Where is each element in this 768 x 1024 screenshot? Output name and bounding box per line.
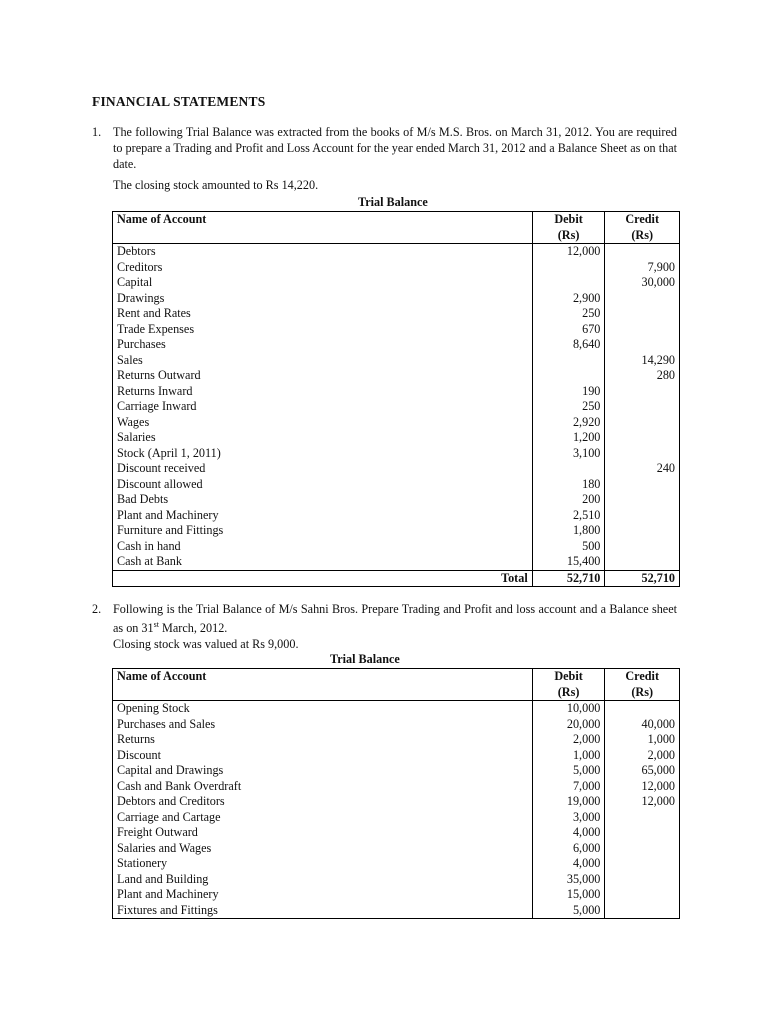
row-name: Opening Stock [117, 701, 190, 715]
row-name: Discount received [117, 461, 206, 475]
row-name: Salaries and Wages [117, 840, 212, 855]
page-heading: FINANCIAL STATEMENTS [92, 94, 266, 109]
row-credit [609, 841, 675, 857]
question-1-closing-stock: The closing stock amounted to Rs 14,220. [113, 178, 319, 192]
row-name: Creditors [117, 259, 163, 274]
debit-values-column [532, 244, 605, 571]
row-debit: 250 [582, 399, 601, 413]
row-debit: 250 [582, 306, 601, 320]
row-debit: 6,000 [572, 840, 601, 855]
account-names-column [113, 701, 533, 919]
row-credit [609, 887, 675, 903]
row-debit: 1,800 [572, 523, 601, 537]
row-name: Stationery [117, 856, 168, 870]
row-credit [609, 523, 675, 539]
row-credit: 30,000 [641, 275, 675, 289]
row-name: Trade Expenses [117, 321, 195, 336]
row-debit: 500 [582, 538, 601, 553]
row-name: Cash at Bank [117, 554, 182, 568]
row-credit [609, 810, 675, 826]
row-credit [609, 492, 675, 508]
trial-balance-table-1 [112, 211, 680, 587]
row-debit: 3,000 [572, 809, 601, 824]
row-debit [537, 353, 601, 369]
row-credit: 12,000 [641, 794, 675, 808]
column-header-debit: Debit (Rs) [532, 669, 605, 701]
row-debit: 4,000 [572, 825, 601, 839]
row-debit: 12,000 [566, 244, 601, 258]
row-name: Cash and Bank Overdraft [117, 778, 242, 793]
column-header-name: Name of Account [113, 669, 533, 701]
row-debit: 5,000 [572, 902, 601, 917]
row-name: Capital [117, 275, 153, 289]
row-name: Capital and Drawings [117, 763, 224, 777]
table-header-row [113, 669, 680, 701]
row-debit: 670 [582, 321, 601, 336]
row-name: Carriage Inward [117, 399, 197, 413]
row-name: Returns Inward [117, 383, 193, 398]
row-name: Cash in hand [117, 538, 181, 553]
row-debit: 20,000 [566, 716, 601, 731]
row-name: Sales [117, 352, 143, 367]
row-name: Purchases and Sales [117, 716, 216, 731]
credit-values-column [605, 701, 680, 919]
row-debit: 1,200 [572, 430, 601, 444]
row-credit [609, 430, 675, 446]
row-debit: 1,000 [572, 747, 601, 762]
row-name: Debtors [117, 244, 156, 258]
row-name: Plant and Machinery [117, 507, 219, 522]
row-credit [609, 306, 675, 322]
row-credit [609, 399, 675, 415]
row-credit [609, 508, 675, 524]
total-row [113, 570, 680, 587]
row-credit [609, 244, 675, 260]
row-debit: 15,400 [566, 554, 601, 568]
row-debit: 4,000 [572, 856, 601, 870]
row-name: Discount allowed [117, 476, 203, 491]
debit-values-column [532, 701, 605, 919]
row-debit: 15,000 [566, 887, 601, 901]
question-1-text: The following Trial Balance was extracted from the books of M/s M.S. Bros. on March 31, 2012. You are required to prepare a Trading and Profit and Loss Account for the year ended March 31, 2012 and a Balance Sheet as on that date. [113, 125, 677, 171]
row-debit [537, 275, 601, 291]
row-name: Discount [117, 747, 162, 762]
row-name: Purchases [117, 337, 166, 351]
total-credit: 52,710 [605, 570, 680, 587]
row-name: Wages [117, 414, 150, 429]
table-header-row [113, 212, 680, 244]
row-credit [609, 337, 675, 353]
row-credit: 1,000 [647, 732, 675, 746]
row-debit: 190 [582, 383, 601, 398]
row-name: Carriage and Cartage [117, 809, 221, 824]
row-credit [609, 291, 675, 307]
column-header-debit: Debit (Rs) [532, 212, 605, 244]
question-2-closing-stock: Closing stock was valued at Rs 9,000. [113, 637, 299, 651]
row-name: Freight Outward [117, 825, 198, 839]
question-2-text: Following is the Trial Balance of M/s Sahni Bros. Prepare Trading and Profit and loss account and a Balance sheet as on 31st March, 2012. [113, 602, 677, 636]
row-credit [609, 539, 675, 555]
row-debit: 200 [582, 492, 601, 506]
row-name: Drawings [117, 290, 165, 305]
row-debit: 5,000 [572, 763, 601, 777]
row-name: Salaries [117, 430, 156, 444]
row-debit: 8,640 [572, 337, 601, 351]
question-1-number: 1. [92, 125, 102, 139]
row-debit: 2,900 [572, 290, 601, 305]
row-credit [609, 446, 675, 462]
row-credit: 2,000 [647, 747, 675, 762]
total-debit: 52,710 [532, 570, 605, 587]
question-2-number: 2. [92, 602, 102, 616]
row-debit [537, 368, 601, 384]
row-credit [609, 903, 675, 919]
column-header-name: Name of Account [113, 212, 533, 244]
row-credit: 14,290 [641, 352, 675, 367]
question-2-table-title: Trial Balance [330, 652, 400, 666]
row-credit [609, 322, 675, 338]
row-credit [609, 825, 675, 841]
column-header-credit: Credit (Rs) [605, 212, 680, 244]
question-1-table-title: Trial Balance [358, 195, 428, 209]
account-names-column [113, 244, 533, 571]
row-credit: 65,000 [641, 763, 675, 777]
row-debit: 7,000 [572, 778, 601, 793]
row-name: Returns [117, 732, 155, 746]
row-debit [537, 461, 601, 477]
row-debit: 35,000 [566, 871, 601, 886]
column-header-credit: Credit (Rs) [605, 669, 680, 701]
row-credit [609, 872, 675, 888]
row-name: Land and Building [117, 871, 209, 886]
row-name: Debtors and Creditors [117, 794, 225, 808]
row-name: Stock (April 1, 2011) [117, 445, 221, 460]
row-debit: 2,510 [572, 507, 601, 522]
row-debit: 180 [582, 476, 601, 491]
row-credit: 40,000 [641, 716, 675, 731]
row-name: Fixtures and Fittings [117, 902, 218, 917]
row-name: Bad Debts [117, 492, 169, 506]
row-debit: 3,100 [572, 445, 601, 460]
row-debit [537, 260, 601, 276]
row-credit: 240 [656, 461, 675, 475]
row-debit: 10,000 [566, 701, 601, 715]
row-debit: 2,000 [572, 732, 601, 746]
row-name: Returns Outward [117, 368, 201, 382]
row-credit [609, 554, 675, 570]
credit-values-column [605, 244, 680, 571]
row-name: Furniture and Fittings [117, 523, 224, 537]
row-credit [609, 415, 675, 431]
row-credit [609, 477, 675, 493]
row-name: Plant and Machinery [117, 887, 219, 901]
total-label: Total [113, 570, 533, 587]
row-credit [609, 856, 675, 872]
row-name: Rent and Rates [117, 306, 191, 320]
row-credit: 7,900 [647, 259, 675, 274]
row-credit: 280 [656, 368, 675, 382]
row-credit: 12,000 [641, 778, 675, 793]
row-debit: 2,920 [572, 414, 601, 429]
row-debit: 19,000 [566, 794, 601, 808]
row-credit [609, 384, 675, 400]
trial-balance-table-2 [112, 668, 680, 919]
row-credit [609, 701, 675, 717]
